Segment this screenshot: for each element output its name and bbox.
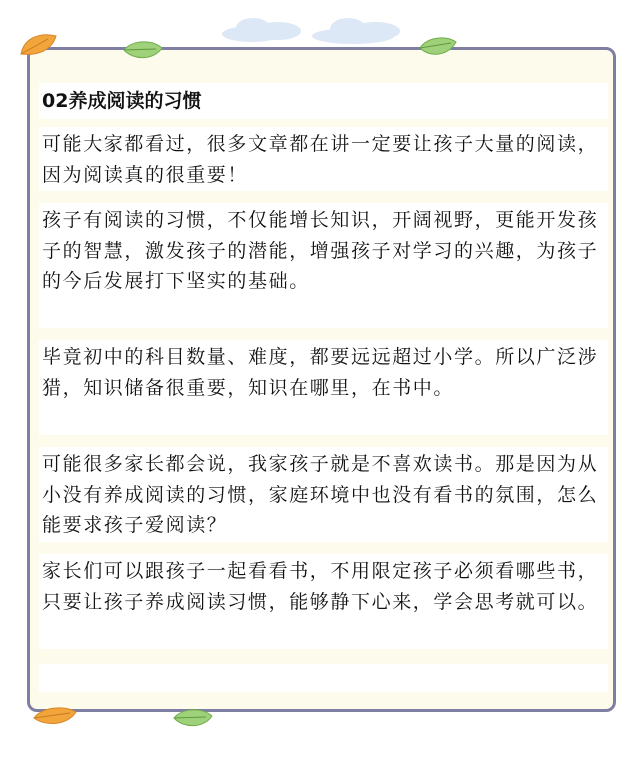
orange-leaf-icon bbox=[32, 704, 78, 728]
article-card bbox=[27, 47, 616, 712]
paragraph-4: 可能很多家长都会说，我家孩子就是不喜欢读书。那是因为从小没有养成阅读的习惯，家庭环境中也没有看书的氛围，怎么能要求孩子爱阅读？ bbox=[39, 447, 608, 542]
green-leaf-icon bbox=[122, 38, 164, 62]
paragraph-1: 可能大家都看过，很多文章都在讲一定要让孩子大量的阅读，因为阅读真的很重要！ bbox=[39, 127, 608, 191]
green-leaf-icon bbox=[418, 34, 458, 60]
paragraph-3: 毕竟初中的科目数量、难度，都要远远超过小学。所以广泛涉猎，知识储备很重要，知识在哪里，在书中。 bbox=[39, 340, 608, 435]
paragraph-5: 家长们可以跟孩子一起看看书，不用限定孩子必须看哪些书，只要让孩子养成阅读习惯，能够静下心来，学会思考就可以。 bbox=[39, 554, 608, 649]
article-title: 02养成阅读的习惯 bbox=[39, 83, 608, 119]
paragraph-2: 孩子有阅读的习惯，不仅能增长知识，开阔视野，更能开发孩子的智慧，激发孩子的潜能，增强孩子对学习的兴趣，为孩子的今后发展打下坚实的基础。 bbox=[39, 203, 608, 328]
orange-leaf-icon bbox=[18, 30, 60, 58]
empty-line-block bbox=[39, 664, 608, 692]
green-leaf-icon bbox=[172, 706, 214, 730]
